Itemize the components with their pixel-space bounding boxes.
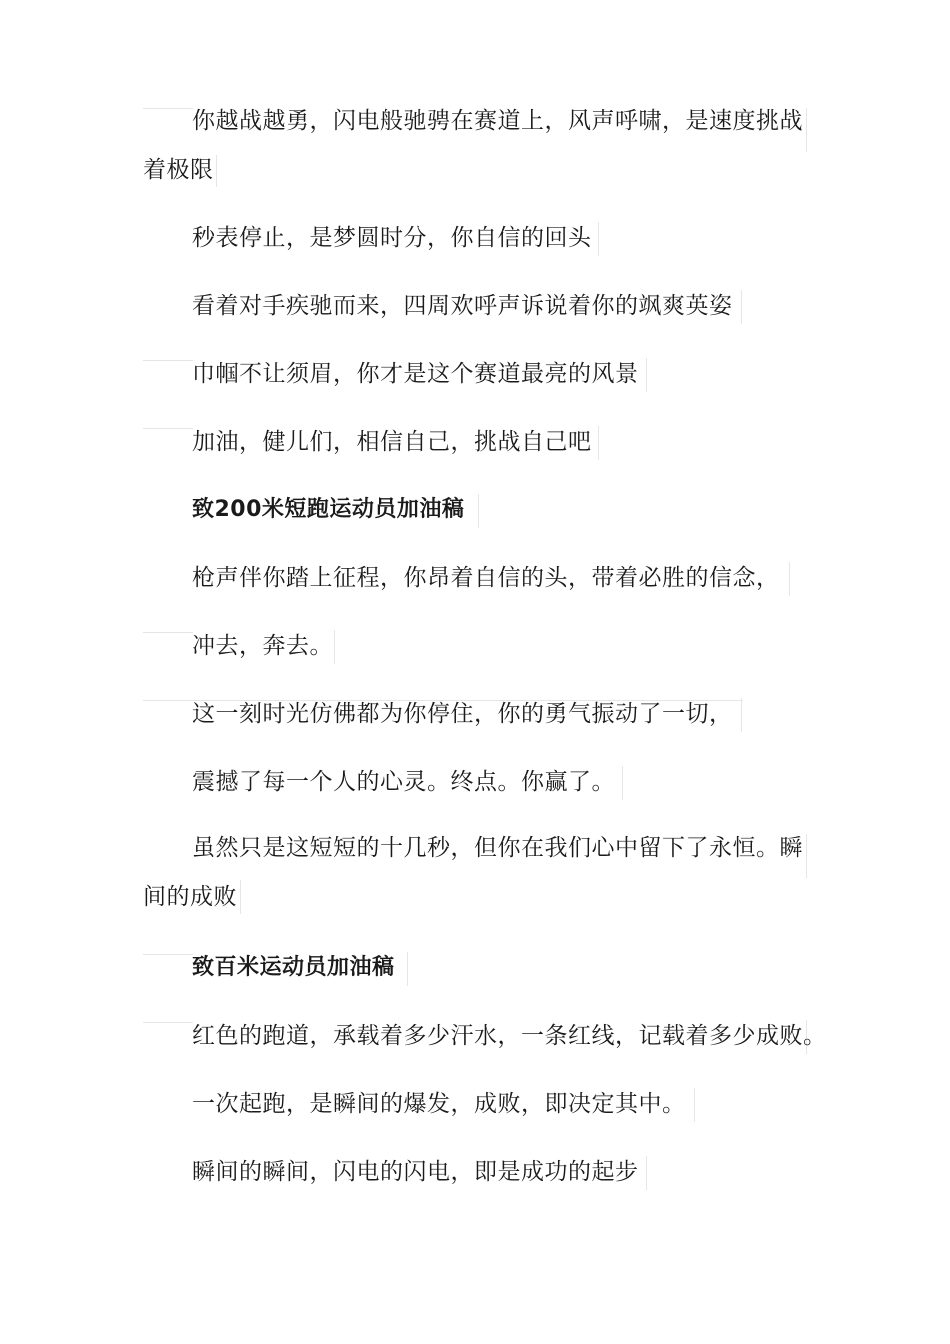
paragraph-line: 加油，健儿们，相信自己，挑战自己吧 xyxy=(192,429,592,455)
guide-mark xyxy=(143,954,193,955)
guide-mark xyxy=(646,1156,647,1190)
guide-mark xyxy=(789,562,790,596)
guide-mark xyxy=(143,360,193,361)
guide-mark xyxy=(598,426,599,460)
paragraph-line: 你越战越勇，闪电般驰骋在赛道上，风声呼啸，是速度挑战 xyxy=(192,108,803,134)
paragraph-line: 巾帼不让须眉，你才是这个赛道最亮的风景 xyxy=(192,361,639,387)
guide-mark xyxy=(806,108,807,152)
guide-mark xyxy=(143,1022,193,1023)
guide-mark xyxy=(407,952,408,986)
paragraph-line: 间的成败 xyxy=(143,884,237,910)
guide-mark xyxy=(143,428,193,429)
paragraph-line: 着极限 xyxy=(143,157,214,183)
section-heading: 致百米运动员加油稿 xyxy=(192,955,395,980)
paragraph-line: 虽然只是这短短的十几秒，但你在我们心中留下了永恒。瞬 xyxy=(192,835,803,861)
paragraph-line: 看着对手疾驰而来，四周欢呼声诉说着你的飒爽英姿 xyxy=(192,293,733,319)
guide-mark xyxy=(216,155,217,187)
paragraph-line: 这一刻时光仿佛都为你停住，你的勇气振动了一切， xyxy=(192,701,733,727)
paragraph-line: 红色的跑道，承载着多少汗水，一条红线，记载着多少成败。 xyxy=(192,1023,827,1049)
section-heading: 致200米短跑运动员加油稿 xyxy=(192,497,465,522)
guide-mark xyxy=(806,834,807,878)
guide-mark xyxy=(694,1088,695,1122)
guide-mark xyxy=(334,630,335,664)
guide-mark xyxy=(240,880,241,914)
paragraph-line: 枪声伴你踏上征程，你昂着自信的头，带着必胜的信念， xyxy=(192,565,780,591)
guide-mark xyxy=(741,698,742,732)
paragraph-line: 一次起跑，是瞬间的爆发，成败，即决定其中。 xyxy=(192,1091,686,1117)
guide-mark xyxy=(646,358,647,392)
guide-mark xyxy=(143,632,193,633)
guide-mark xyxy=(622,766,623,800)
paragraph-line: 震撼了每一个人的心灵。终点。你赢了。 xyxy=(192,769,615,795)
paragraph-line: 秒表停止，是梦圆时分，你自信的回头 xyxy=(192,225,592,251)
guide-mark xyxy=(741,290,742,324)
paragraph-line: 瞬间的瞬间，闪电的闪电，即是成功的起步 xyxy=(192,1159,639,1185)
guide-mark xyxy=(598,222,599,256)
guide-mark xyxy=(143,108,193,109)
guide-mark xyxy=(478,494,479,528)
paragraph-line: 冲去，奔去。 xyxy=(192,633,333,659)
